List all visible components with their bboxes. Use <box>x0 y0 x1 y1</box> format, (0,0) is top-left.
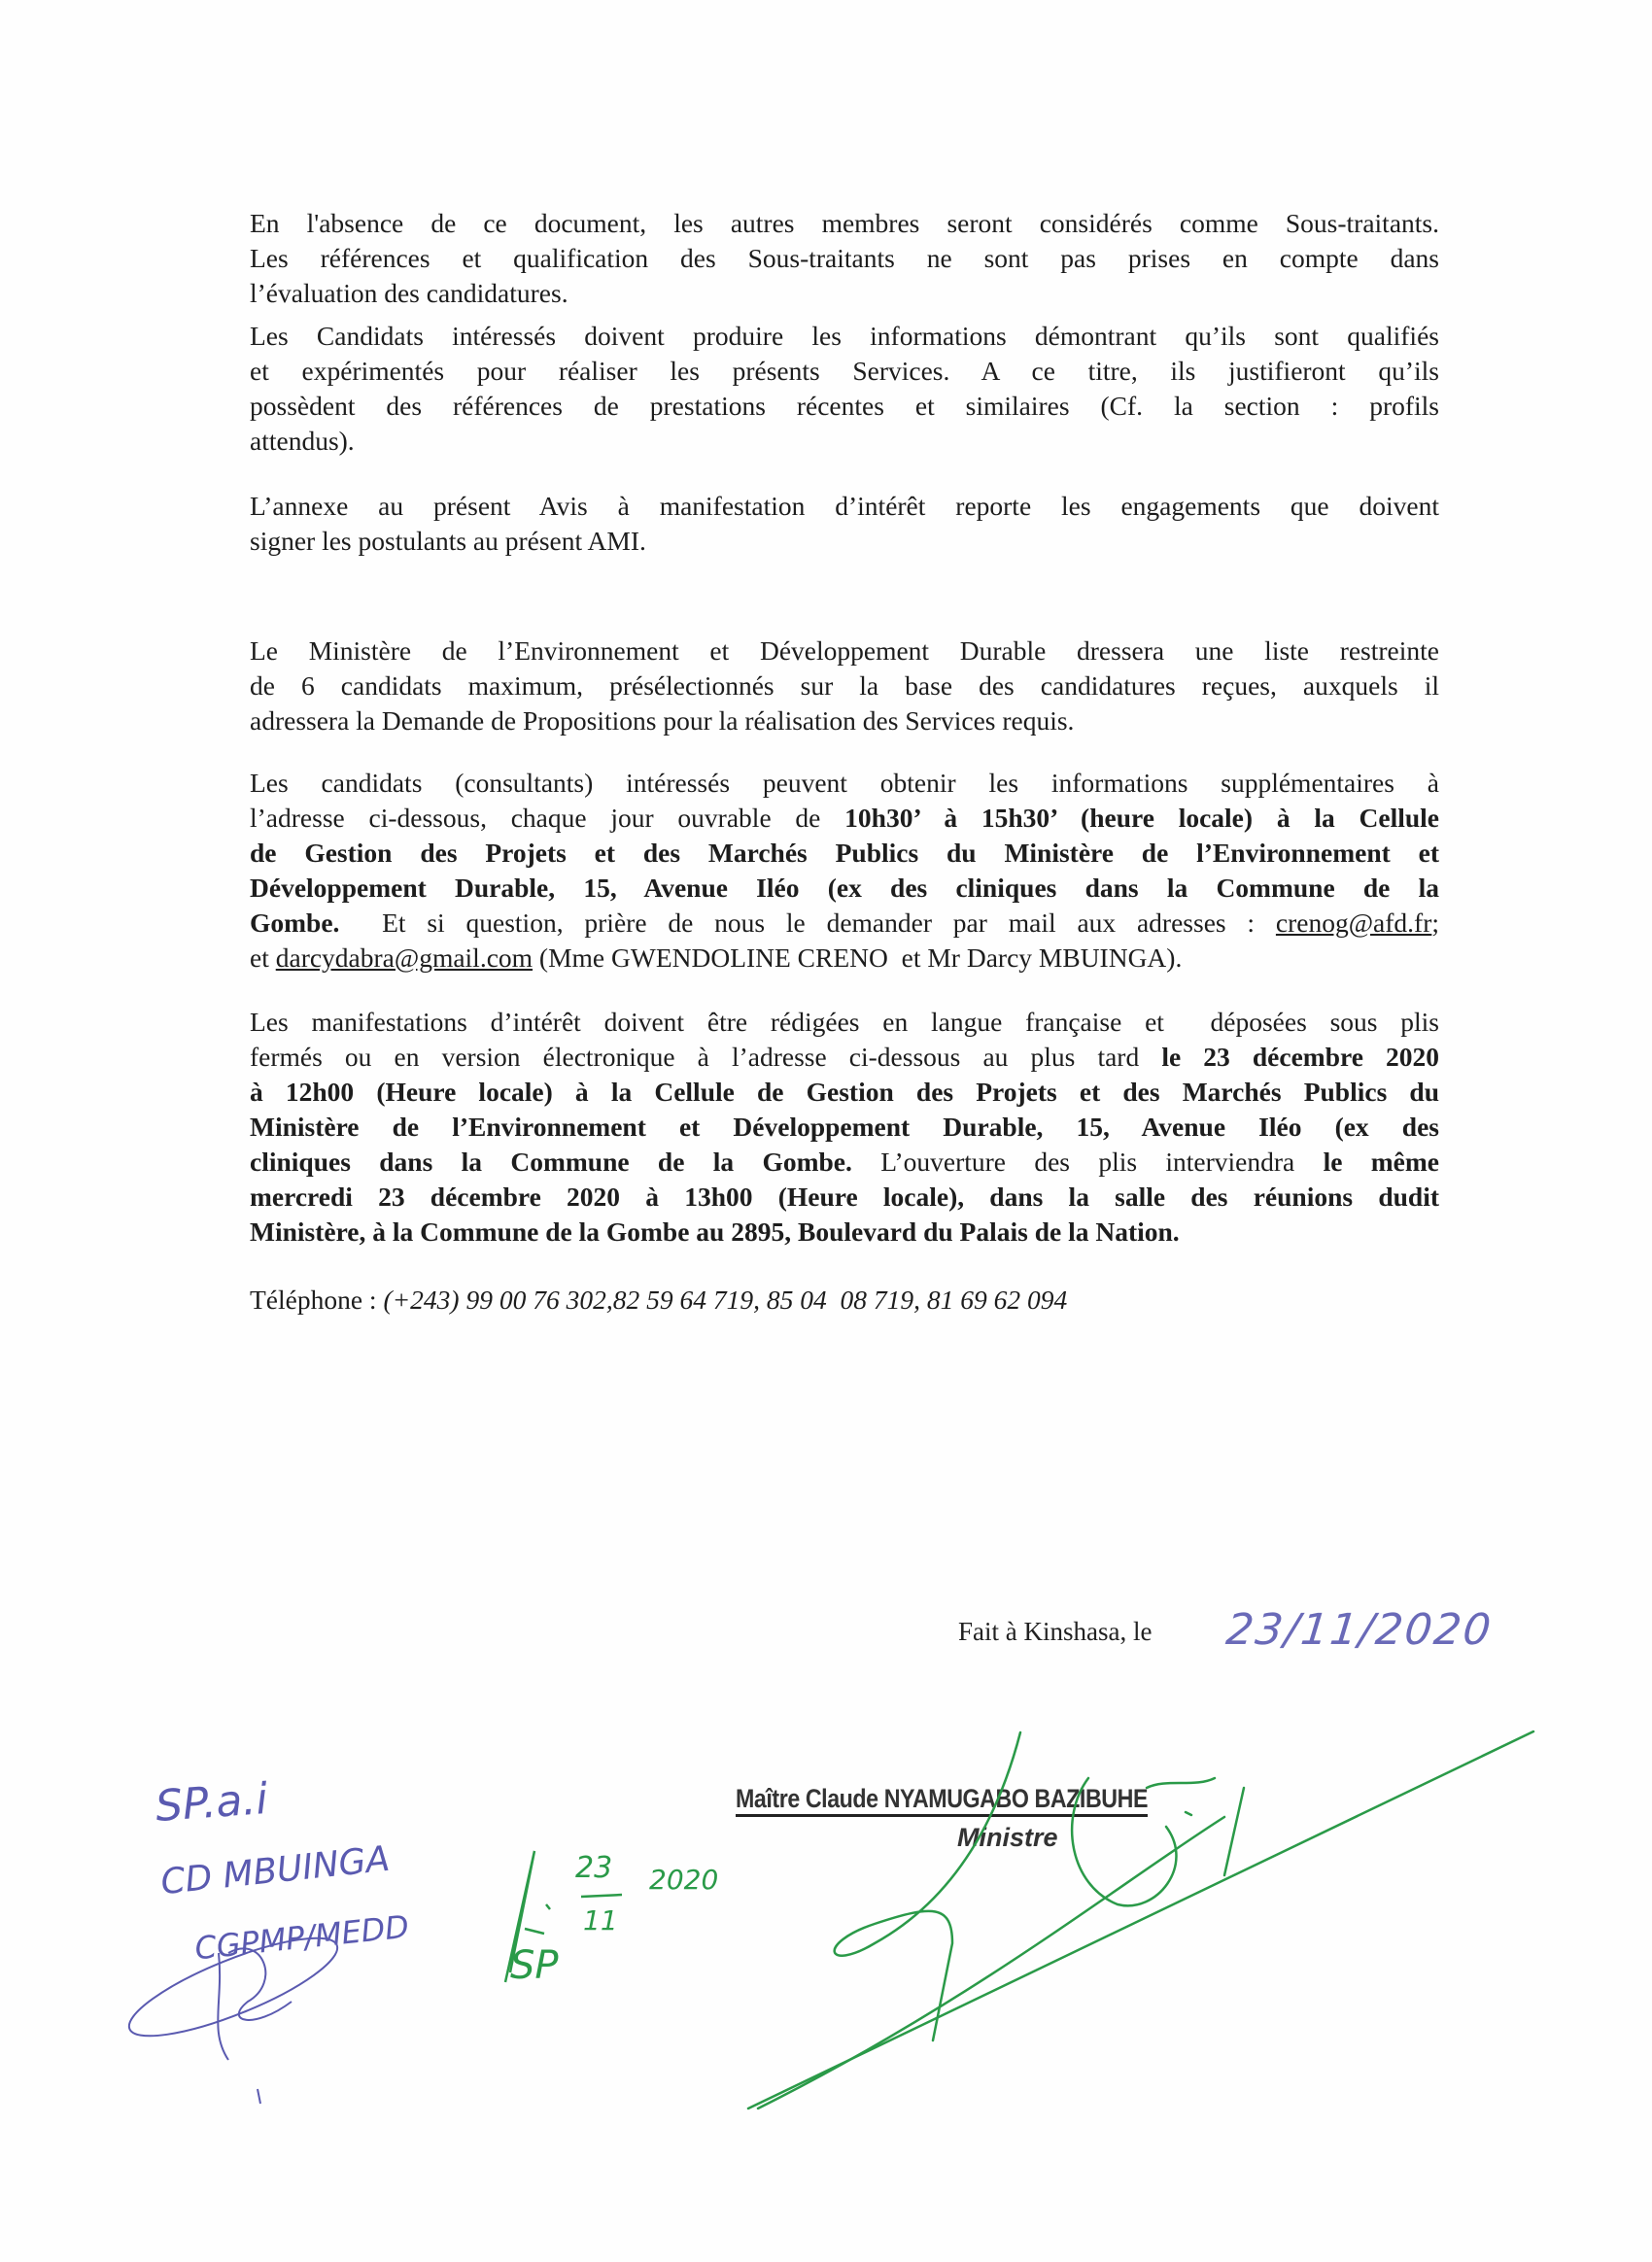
minister-signature <box>748 1731 1533 2108</box>
green-note-initials: SP <box>510 1943 559 1988</box>
text-segment: Les candidats (consultants) intéressés peuvent obtenir les informations supplémentaires à <box>250 768 1439 798</box>
text-segment: L’ouverture des plis interviendra <box>851 1147 1324 1177</box>
text-segment: signer les postulants au présent AMI. <box>250 526 646 556</box>
text-segment: et expérimentés pour réaliser les présents Services. A ce titre, ils justifieront qu’ils <box>250 356 1439 386</box>
phone-numbers: (+243) 99 00 76 302,82 59 64 719, 85 04 08 719, 81 69 62 094 <box>383 1285 1068 1315</box>
text-segment: Les manifestations d’intérêt doivent être rédigées en langue française et déposées sous plis <box>250 1007 1439 1037</box>
bold-text: Gombe. <box>250 908 340 938</box>
email-link[interactable]: darcydabra@gmail.com <box>275 942 533 973</box>
blue-initials <box>120 1920 347 2104</box>
bold-text: le même <box>1323 1147 1439 1177</box>
bold-text: Ministère de l’Environnement et Développement Durable, 15, Avenue Iléo (ex des <box>250 1112 1439 1142</box>
blue-note-line-1: SP.a.i <box>154 1774 270 1832</box>
text-segment: de 6 candidats maximum, présélectionnés sur la base des candidatures reçues, auxquels il <box>250 670 1439 701</box>
bold-text: le 23 décembre 2020 <box>1161 1042 1440 1072</box>
text-segment: Téléphone : <box>250 1285 384 1315</box>
email-link[interactable]: crenog@afd.fr <box>1275 908 1432 938</box>
bold-text: cliniques dans la Commune de la Gombe. <box>250 1147 852 1177</box>
text-segment: En l'absence de ce document, les autres membres seront considérés comme Sous-traitants. <box>250 208 1439 238</box>
green-note-month: 11 <box>583 1904 618 1936</box>
bold-text: à 12h00 (Heure locale) à la Cellule de Gestion des Projets et des Marchés Publics du <box>250 1077 1439 1107</box>
bold-text: Développement Durable, 15, Avenue Iléo (ex des cliniques dans la Commune de la <box>250 873 1439 903</box>
signer-name: Maître Claude NYAMUGABO BAZIBUHE <box>736 1784 1148 1817</box>
bold-text: Ministère, à la Commune de la Gombe au 2895, Boulevard du Palais de la Nation. <box>250 1217 1180 1247</box>
text-segment: (Mme GWENDOLINE CRENO et Mr Darcy MBUINGA). <box>533 942 1183 973</box>
blue-note-line-2: CD MBUINGA <box>158 1838 392 1903</box>
green-note-year: 2020 <box>649 1864 719 1896</box>
text-segment: ; <box>1431 908 1439 938</box>
text-segment: L’annexe au présent Avis à manifestation d’intérêt reporte les engagements que doivent <box>250 491 1439 521</box>
text-segment: Les Candidats intéressés doivent produire les informations démontrant qu’ils sont qualifiés <box>250 321 1439 351</box>
text-segment: Les références et qualification des Sous-traitants ne sont pas prises en compte dans <box>250 243 1439 273</box>
green-note-day: 23 <box>575 1851 613 1885</box>
text-segment: possèdent des références de prestations récentes et similaires (Cf. la section : profils <box>250 391 1439 421</box>
bold-text: de Gestion des Projets et des Marchés Publics du Ministère de l’Environnement et <box>250 838 1439 868</box>
text-segment: adressera la Demande de Propositions pour la réalisation des Services requis. <box>250 705 1075 736</box>
bold-text: mercredi 23 décembre 2020 à 13h00 (Heure locale), dans la salle des réunions dudit <box>250 1182 1439 1212</box>
blue-note-line-3: CGPMP/MEDD <box>192 1907 411 1968</box>
text-segment: Et si question, prière de nous le demander par mail aux adresses : <box>339 908 1276 938</box>
green-note-marks <box>505 1851 622 1982</box>
text-segment: l’évaluation des candidatures. <box>250 278 568 308</box>
place-label: Fait à Kinshasa, le <box>958 1617 1153 1646</box>
text-segment: attendus). <box>250 426 355 456</box>
signer-title: Ministre <box>957 1823 1058 1852</box>
text-segment: Le Ministère de l’Environnement et Développement Durable dressera une liste restreinte <box>250 635 1439 666</box>
text-segment: et <box>250 942 276 973</box>
handwritten-date: 23/11/2020 <box>1223 1605 1496 1655</box>
text-segment: l’adresse ci-dessous, chaque jour ouvrable de <box>250 803 845 833</box>
text-segment: fermés ou en version électronique à l’adresse ci-dessous au plus tard <box>250 1042 1162 1072</box>
bold-text: 10h30’ à 15h30’ (heure locale) à la Cellule <box>844 803 1439 833</box>
